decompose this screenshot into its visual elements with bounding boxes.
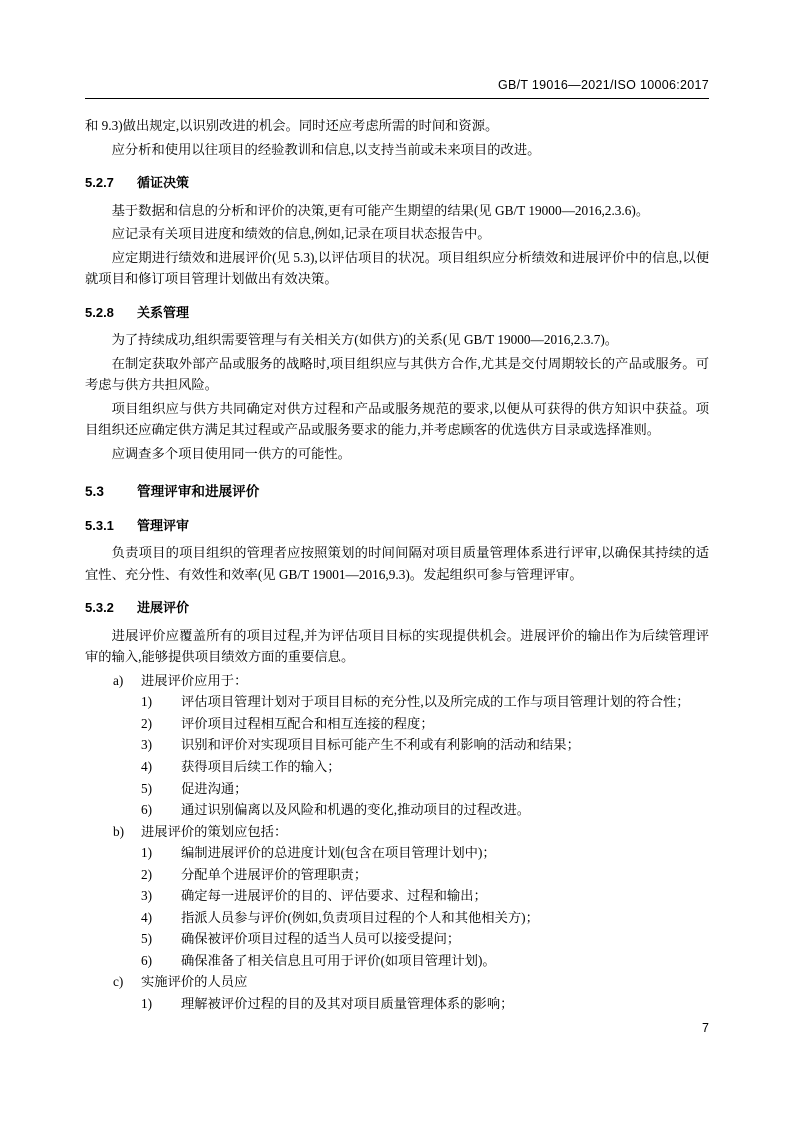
list-item — [141, 691, 709, 713]
section-number: 5.3 — [85, 484, 104, 500]
list-item — [141, 713, 709, 735]
list-marker: 4) — [141, 909, 153, 925]
list-item-text: 促进沟通； — [181, 780, 248, 796]
list-item — [141, 734, 709, 756]
list-item-text: 进展评价的策划应包括： — [141, 823, 288, 839]
section-title: 管理评审和进展评价 — [137, 484, 260, 500]
clause-number: 5.2.7 — [85, 175, 114, 191]
page-number: 7 — [702, 1021, 709, 1035]
clause-title: 循证决策 — [137, 175, 190, 191]
list-marker: 6) — [141, 802, 153, 818]
clause-heading-5-2-8 — [85, 303, 709, 323]
list-item — [141, 950, 709, 972]
page-header: GB/T 19016—2021/ISO 10006:2017 — [497, 78, 709, 92]
paragraph: 为了持续成功,组织需要管理与有关相关方(如供方)的关系(见 GB/T 19000—2016,2.3.7)。 — [111, 332, 619, 348]
list-item — [141, 756, 709, 778]
paragraph: 和 9.3)做出规定,以识别改进的机会。同时还应考虑所需的时间和资源。 — [85, 118, 499, 133]
paragraph: 应调查多个项目使用同一供方的可能性。 — [111, 445, 351, 461]
list-item — [141, 928, 709, 950]
list-marker: b) — [113, 823, 125, 839]
clause-number: 5.3.2 — [85, 600, 114, 616]
list-item — [85, 670, 709, 821]
list-marker: a) — [113, 672, 124, 688]
ordered-list-level-2 — [141, 842, 709, 971]
list-item-text: 进展评价应用于： — [141, 672, 248, 688]
paragraph: 在制定获取外部产品或服务的战略时,项目组织应与其供方合作,尤其是交付周期较长的产品或服务。可考虑与供方共担风险。 — [85, 355, 709, 393]
list-marker: 1) — [141, 694, 153, 710]
clause-title: 管理评审 — [137, 517, 190, 533]
clause-heading-5-3-2 — [85, 598, 709, 618]
paragraph: 应定期进行绩效和进展评价(见 5.3),以评估项目的状况。项目组织应分析绩效和进展评价中的信息,以便就项目和修订项目管理计划做出有效决策。 — [85, 249, 709, 287]
paragraph: 项目组织应与供方共同确定对供方过程和产品或服务规范的要求,以便从可获得的供方知识中获益。项目组织还应确定供方满足其过程或产品或服务要求的能力,并考虑顾客的优选供方目录或选择准则。 — [85, 400, 709, 438]
list-marker: 1) — [141, 995, 153, 1011]
list-item — [141, 885, 709, 907]
ordered-list-level-2 — [141, 993, 709, 1015]
paragraph: 基于数据和信息的分析和评价的决策,更有可能产生期望的结果(见 GB/T 19000—2016,2.3.6)。 — [111, 202, 650, 218]
list-marker: c) — [113, 974, 124, 990]
list-item — [141, 993, 709, 1015]
list-marker: 6) — [141, 952, 153, 968]
list-item-text: 通过识别偏离以及风险和机遇的变化,推动项目的过程改进。 — [181, 802, 531, 818]
list-item-text: 分配单个进展评价的管理职责； — [181, 866, 368, 882]
list-item — [141, 842, 709, 864]
page-content — [85, 78, 709, 1014]
list-item — [141, 864, 709, 886]
list-item — [85, 971, 709, 1014]
paragraph: 负责项目的项目组织的管理者应按照策划的时间间隔对项目质量管理体系进行评审,以确保其持续的适宜性、充分性、有效性和效率(见 GB/T 19001—2016,9.3)。发起组织可参与管理评审。 — [85, 545, 709, 582]
list-item — [141, 799, 709, 821]
paragraph: 应记录有关项目进度和绩效的信息,例如,记录在项目状态报告中。 — [111, 226, 491, 242]
list-item-text: 评价项目过程相互配合和相互连接的程度； — [181, 715, 434, 731]
list-item — [85, 821, 709, 972]
list-item-text: 理解被评价过程的目的及其对项目质量管理体系的影响； — [181, 995, 514, 1011]
list-marker: 5) — [141, 780, 153, 796]
list-marker: 3) — [141, 888, 153, 904]
list-marker: 2) — [141, 715, 153, 731]
list-item-text: 获得项目后续工作的输入； — [181, 759, 341, 775]
list-marker: 1) — [141, 845, 153, 861]
clause-number: 5.3.1 — [85, 517, 114, 533]
clause-number: 5.2.8 — [85, 304, 114, 320]
header-divider — [85, 98, 709, 99]
list-item-text: 实施评价的人员应 — [141, 974, 248, 990]
paragraph: 进展评价应覆盖所有的项目过程,并为评估项目目标的实现提供机会。进展评价的输出作为后续管理评审的输入,能够提供项目绩效方面的重要信息。 — [85, 627, 709, 665]
list-item-text: 确保被评价项目过程的适当人员可以接受提问； — [181, 931, 461, 947]
list-item-text: 确定每一进展评价的目的、评估要求、过程和输出； — [181, 888, 487, 904]
list-item-text: 识别和评价对实现项目目标可能产生不利或有利影响的活动和结果； — [181, 737, 580, 753]
clause-title: 关系管理 — [137, 304, 190, 320]
paragraph: 应分析和使用以往项目的经验教训和信息,以支持当前或未来项目的改进。 — [111, 141, 541, 157]
clause-heading-5-2-7 — [85, 173, 709, 193]
list-item — [141, 907, 709, 929]
ordered-list-level-1 — [85, 670, 709, 1015]
list-marker: 3) — [141, 737, 153, 753]
ordered-list-level-2 — [141, 691, 709, 820]
list-item-text: 评估项目管理计划对于项目目标的充分性,以及所完成的工作与项目管理计划的符合性； — [181, 694, 690, 710]
list-item — [141, 778, 709, 800]
section-heading-5-3 — [85, 482, 709, 502]
list-marker: 4) — [141, 759, 153, 775]
list-item-text: 编制进展评价的总进度计划(包含在项目管理计划中)； — [181, 845, 496, 861]
list-item-text: 指派人员参与评价(例如,负责项目过程的个人和其他相关方)； — [181, 909, 539, 925]
clause-title: 进展评价 — [137, 600, 190, 616]
list-item-text: 确保准备了相关信息且可用于评价(如项目管理计划)。 — [181, 952, 496, 968]
list-marker: 5) — [141, 931, 153, 947]
list-marker: 2) — [141, 866, 153, 882]
clause-heading-5-3-1 — [85, 516, 709, 536]
